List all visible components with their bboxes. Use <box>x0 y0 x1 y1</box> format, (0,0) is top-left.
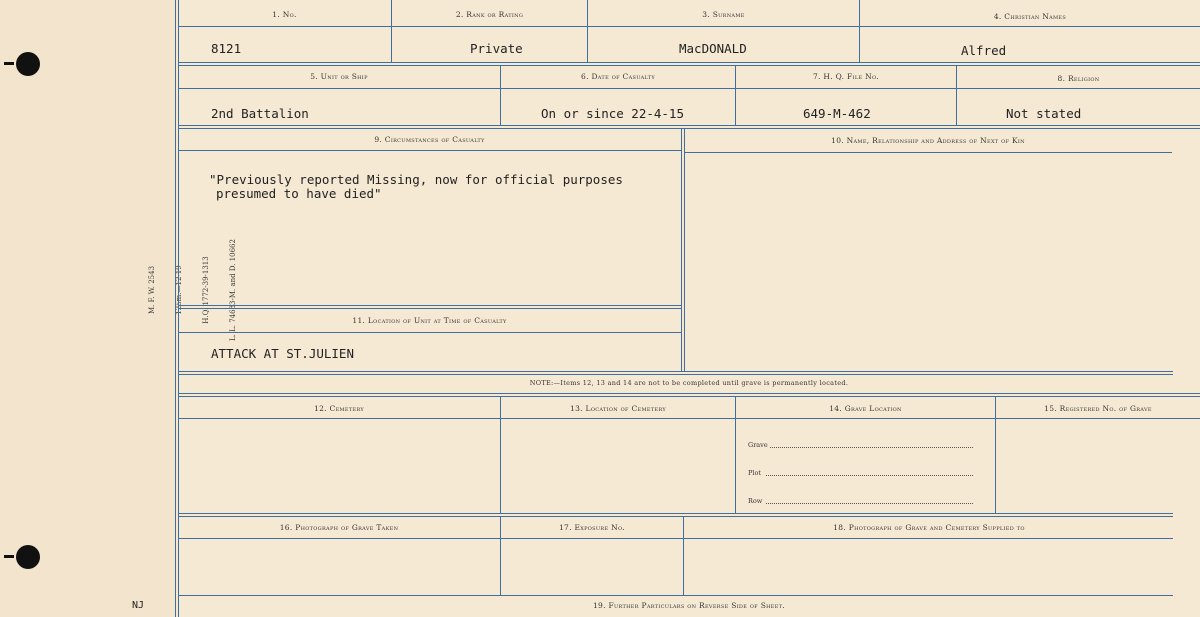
row3-bottom-rule <box>178 371 1173 375</box>
row5-bottom-rule <box>178 595 1173 596</box>
header-grave-location: 14. Grave Location <box>829 404 902 413</box>
circumstances-line-2: presumed to have died" <box>216 186 382 201</box>
row1-bottom-rule <box>178 62 1200 66</box>
location-of-unit-value: ATTACK AT ST.JULIEN <box>211 346 354 361</box>
header-location-of-cemetery: 13. Location of Cemetery <box>570 404 666 413</box>
clerk-initials: NJ <box>132 600 145 611</box>
circumstances-bottom-rule <box>178 305 681 309</box>
row-line <box>766 503 973 504</box>
plot-line <box>766 475 973 476</box>
row4-divider-2 <box>735 397 736 513</box>
header-file-no: 7. H. Q. File No. <box>812 72 880 81</box>
row4-bottom-rule <box>178 513 1173 517</box>
printer-imprint-line-2: 125m.—12-19 <box>175 265 183 315</box>
service-number: 8121 <box>211 41 242 56</box>
unit-value: 2nd Battalion <box>211 106 309 121</box>
row3-header-rule-right <box>684 152 1172 153</box>
printer-imprint-line-3: H.Q. 1772-39-1313 <box>202 256 210 324</box>
header-photo-supplied: 18. Photograph of Grave and Cemetery Supplied to <box>833 523 1025 532</box>
punch-hole-bottom-tick <box>4 555 14 558</box>
row3-header-rule-left <box>178 150 681 151</box>
header-photo-taken: 16. Photograph of Grave Taken <box>279 523 399 532</box>
printer-imprint-line-1: M. F. W. 2543 <box>148 265 156 315</box>
header-next-of-kin: 10. Name, Relationship and Address of Next of Kin <box>831 136 1025 145</box>
row1-divider-3 <box>859 0 860 62</box>
header-circumstances: 9. Circumstances of Casualty <box>374 135 485 144</box>
row4-divider-1 <box>500 397 501 513</box>
grave-line <box>770 447 973 448</box>
location-header-rule <box>178 332 681 333</box>
row2-header-rule <box>178 88 1200 89</box>
header-location-of-unit: 11. Location of Unit at Time of Casualty <box>352 316 507 325</box>
punch-hole-bottom <box>16 545 40 569</box>
footer-further-particulars: 19. Further Particulars on Reverse Side of Sheet. <box>592 601 786 610</box>
file-no-value: 649-M-462 <box>803 106 871 121</box>
note-text: NOTE:—Items 12, 13 and 14 are not to be completed until grave is permanently located. <box>529 379 849 387</box>
circumstances-line-1: "Previously reported Missing, now for official purposes <box>209 172 623 187</box>
row4-divider-3 <box>995 397 996 513</box>
header-christian-names: 4. Christian Names <box>993 12 1067 21</box>
header-date-of-casualty: 6. Date of Casualty <box>581 72 655 81</box>
header-exposure-no: 17. Exposure No. <box>558 523 626 532</box>
header-registered-no: 15. Registered No. of Grave <box>1044 404 1152 413</box>
header-religion: 8. Religion <box>1057 74 1100 83</box>
header-surname: 3. Surname <box>702 10 745 19</box>
row-label: Row <box>748 497 763 505</box>
punch-hole-top-tick <box>4 62 14 65</box>
header-unit: 5. Unit or Ship <box>310 72 368 81</box>
christian-names-value: Alfred <box>961 43 1007 58</box>
header-rank: 2. Rank or Rating <box>455 10 524 19</box>
note-bottom-rule <box>178 393 1200 397</box>
religion-value: Not stated <box>1006 106 1082 121</box>
surname-value: MacDONALD <box>679 41 747 56</box>
row2-bottom-rule <box>178 125 1200 129</box>
plot-label: Plot <box>748 469 761 477</box>
printer-imprint-line-4: L. L. 74683-M. and D. 10662 <box>229 239 237 341</box>
header-no: 1. No. <box>272 10 297 19</box>
grave-label: Grave <box>748 441 768 449</box>
date-of-casualty-value: On or since 22-4-15 <box>541 106 684 121</box>
rank-value: Private <box>470 41 523 56</box>
row5-header-rule <box>178 538 1173 539</box>
row1-header-rule <box>178 26 1200 27</box>
row4-header-rule <box>178 418 1200 419</box>
row3-center-divider <box>681 129 685 372</box>
header-cemetery: 12. Cemetery <box>314 404 364 413</box>
punch-hole-top <box>16 52 40 76</box>
